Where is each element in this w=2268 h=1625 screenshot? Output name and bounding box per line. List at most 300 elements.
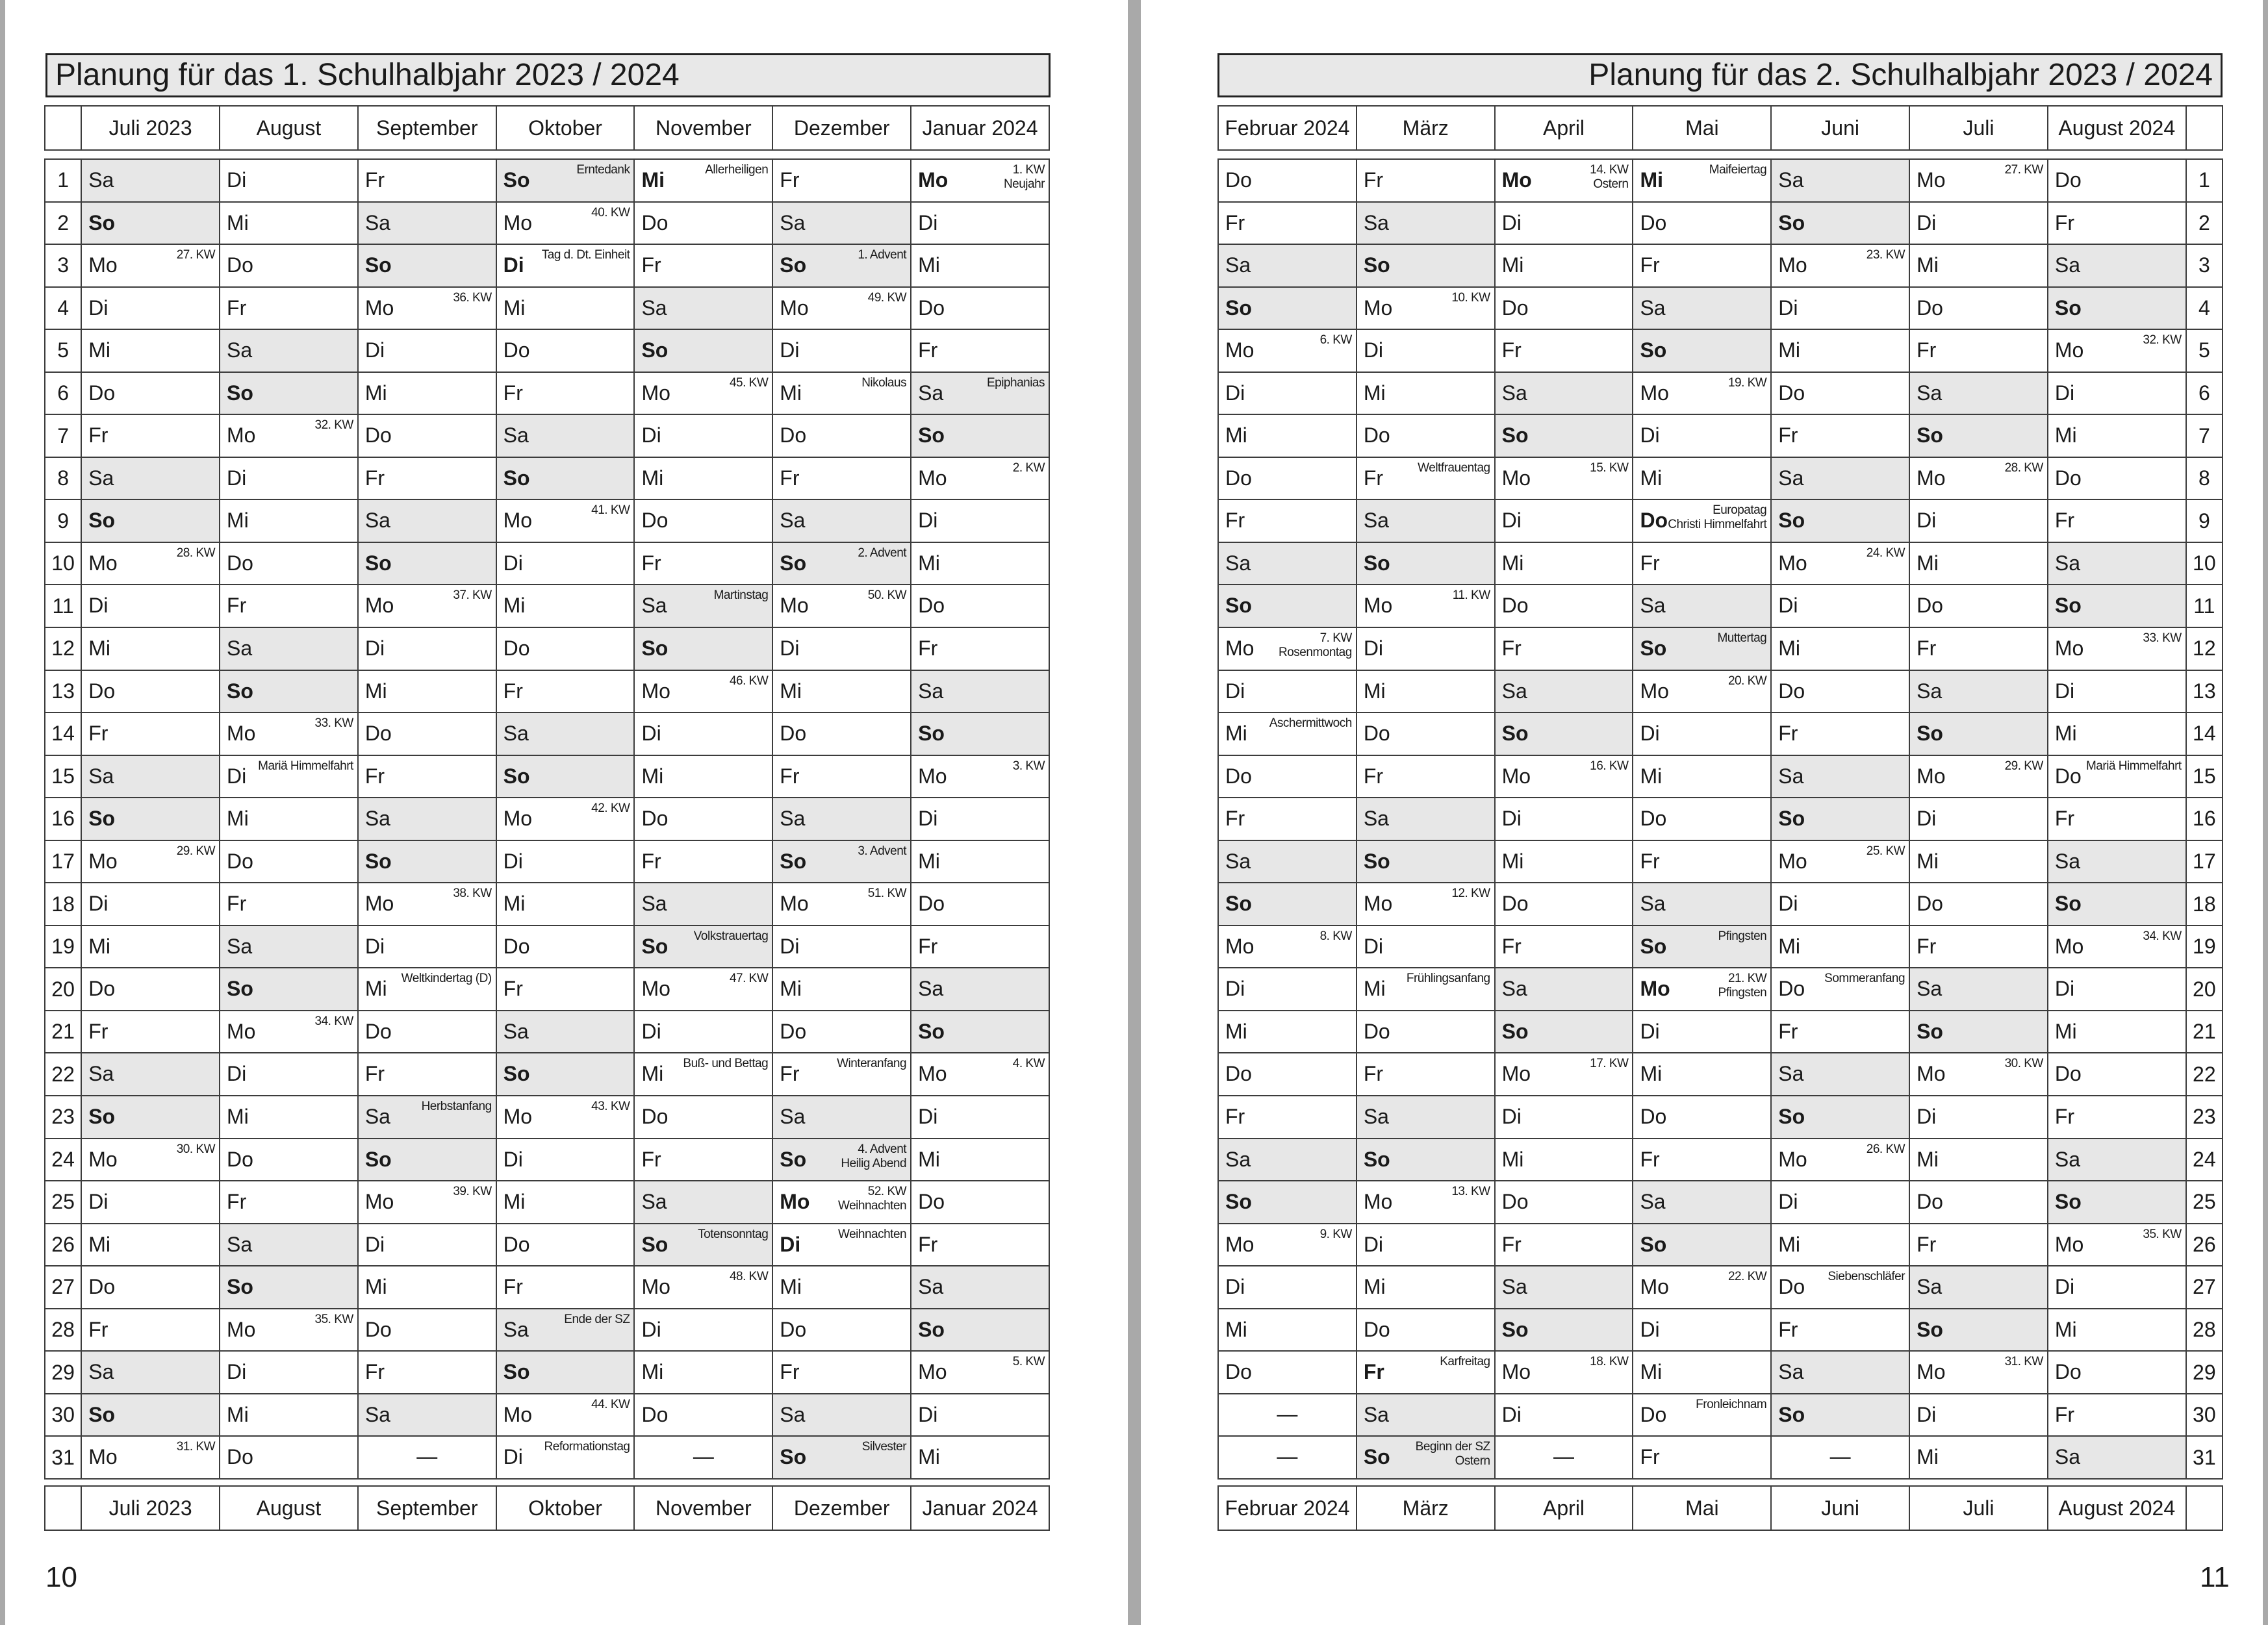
day-cell	[81, 798, 220, 840]
day-cell	[2048, 798, 2186, 840]
day-note: 40. KW	[591, 205, 630, 220]
day-note: Ende der SZ	[564, 1312, 630, 1326]
day-cell	[1633, 1181, 1771, 1224]
day-cell	[220, 1436, 358, 1479]
day-cell	[2048, 1181, 2186, 1224]
day-cell	[220, 1224, 358, 1266]
weekday-label: Sa	[780, 1402, 806, 1426]
day-cell	[81, 1436, 220, 1479]
day-cell	[1218, 414, 1357, 457]
day-note: 39. KW	[453, 1185, 492, 1199]
weekday-label: So	[1501, 1019, 1529, 1043]
day-number: 7	[2186, 414, 2223, 457]
weekday-label: Do	[780, 423, 807, 447]
weekday-label: Fr	[2054, 1105, 2075, 1129]
day-cell	[2048, 329, 2186, 372]
day-cell	[1357, 244, 1495, 287]
weekday-label: Sa	[1363, 509, 1389, 533]
day-cell	[1495, 244, 1633, 287]
weekday-label: Di	[364, 1232, 385, 1256]
weekday-label: Do	[364, 722, 392, 746]
day-note: Silvester	[861, 1440, 907, 1454]
weekday-label: Di	[227, 168, 247, 192]
day-cell	[496, 1394, 635, 1437]
day-cell	[1633, 244, 1771, 287]
day-cell	[911, 670, 1049, 713]
weekday-label: Sa	[1501, 977, 1527, 1001]
day-cell	[358, 372, 496, 415]
weekday-label: Sa	[918, 977, 944, 1001]
day-cell	[496, 670, 635, 713]
day-cell	[358, 585, 496, 627]
weekday-label: Mi	[227, 210, 249, 234]
day-cell	[358, 1181, 496, 1224]
weekday-label: Di	[1363, 1232, 1384, 1256]
month-header-row	[45, 106, 1049, 150]
day-cell	[1633, 883, 1771, 926]
day-row	[1218, 287, 2223, 330]
weekday-label: So	[1225, 594, 1252, 618]
page-title: Planung für das 1. Schulhalbjahr 2023 / 2024	[45, 53, 1051, 97]
day-cell	[911, 627, 1049, 670]
day-cell	[81, 1394, 220, 1437]
day-cell	[1909, 159, 2048, 202]
day-cell	[634, 926, 772, 968]
day-cell	[772, 542, 911, 585]
day-cell	[1909, 329, 2048, 372]
day-row	[1218, 1436, 2223, 1479]
day-note: Allerheiligen	[705, 163, 769, 177]
weekday-label: Mo	[503, 807, 533, 831]
weekday-label: Fr	[2054, 1402, 2075, 1426]
day-cell	[358, 159, 496, 202]
day-note: 5. KW	[1012, 1355, 1045, 1369]
day-cell	[1357, 1181, 1495, 1224]
day-cell	[496, 1096, 635, 1139]
day-row	[45, 627, 1049, 670]
weekday-label: Sa	[1640, 892, 1666, 916]
day-cell	[772, 840, 911, 883]
weekday-label: Do	[88, 381, 116, 405]
day-row	[45, 244, 1049, 287]
day-cell	[911, 244, 1049, 287]
day-cell	[2048, 1351, 2186, 1394]
month-header: Juli 2023	[81, 106, 220, 150]
day-cell	[1909, 755, 2048, 798]
day-cell	[1633, 968, 1771, 1011]
day-cell	[496, 840, 635, 883]
day-cell	[1771, 840, 1909, 883]
weekday-label: Sa	[364, 1105, 390, 1129]
weekday-label: Mo	[641, 977, 670, 1001]
day-cell	[1357, 585, 1495, 627]
weekday-label: Do	[1501, 594, 1529, 618]
weekday-label: So	[918, 1019, 945, 1043]
weekday-label: Di	[780, 636, 800, 661]
weekday-label: Mo	[1778, 849, 1807, 873]
day-cell	[81, 1096, 220, 1139]
weekday-label: Di	[1917, 1402, 1937, 1426]
day-cell	[911, 883, 1049, 926]
weekday-label: Fr	[1363, 466, 1384, 490]
weekday-label: Mo	[1225, 338, 1255, 362]
weekday-label: Mo	[918, 1062, 947, 1086]
day-cell	[634, 1224, 772, 1266]
day-cell	[220, 1139, 358, 1181]
day-cell	[1495, 1266, 1633, 1309]
day-note: 42. KW	[591, 801, 630, 816]
weekday-label: Mo	[2054, 338, 2084, 362]
day-cell	[358, 1266, 496, 1309]
weekday-label: So	[1501, 722, 1529, 746]
day-cell	[2048, 1309, 2186, 1352]
weekday-label: So	[641, 1232, 669, 1256]
weekday-label: Fr	[88, 1317, 108, 1341]
day-cell	[358, 627, 496, 670]
day-row	[45, 1096, 1049, 1139]
day-cell	[911, 287, 1049, 330]
day-note: Pfingsten	[1718, 929, 1767, 943]
day-note: 36. KW	[453, 290, 492, 305]
day-note: 32. KW	[314, 418, 353, 433]
weekday-label: Sa	[641, 296, 667, 320]
day-note: 3. Advent	[858, 844, 907, 858]
weekday-label: Mo	[1363, 1190, 1393, 1214]
weekday-label: Di	[1917, 509, 1937, 533]
weekday-label: Di	[2054, 381, 2075, 405]
weekday-label: So	[1778, 1105, 1805, 1129]
day-cell	[911, 1351, 1049, 1394]
weekday-label: Fr	[227, 1190, 247, 1214]
day-number: 5	[2186, 329, 2223, 372]
day-cell	[1771, 627, 1909, 670]
day-cell	[81, 457, 220, 500]
day-note: Europatag Christi Himmelfahrt	[1668, 503, 1767, 532]
weekday-label: So	[88, 509, 116, 533]
day-cell	[1357, 627, 1495, 670]
day-note: 11. KW	[1452, 588, 1490, 603]
weekday-label: Fr	[780, 1062, 800, 1086]
weekday-label: Do	[1363, 1317, 1390, 1341]
weekday-label: So	[503, 1360, 530, 1384]
weekday-label: Sa	[1917, 381, 1943, 405]
day-cell	[911, 542, 1049, 585]
weekday-label: Do	[780, 722, 807, 746]
day-cell	[1218, 926, 1357, 968]
day-cell	[220, 712, 358, 755]
day-note: 15. KW	[1590, 460, 1629, 475]
weekday-label: Mo	[1501, 764, 1531, 788]
weekday-label: Di	[780, 338, 800, 362]
weekday-label: Sa	[503, 1317, 529, 1341]
day-note: Siebenschläfer	[1828, 1270, 1905, 1284]
weekday-label: Sa	[2054, 849, 2081, 873]
weekday-label: Di	[1917, 210, 1937, 234]
weekday-label: Fr	[1778, 1317, 1798, 1341]
day-note: 1. KW Neujahr	[1003, 163, 1045, 191]
day-cell	[1495, 585, 1633, 627]
weekday-label: Mo	[364, 296, 394, 320]
day-cell	[772, 329, 911, 372]
weekday-label: Di	[1778, 594, 1798, 618]
weekday-label: Do	[918, 1190, 945, 1214]
day-number: 25	[2186, 1181, 2223, 1224]
weekday-label: Do	[2054, 168, 2082, 192]
weekday-label: Mo	[1778, 253, 1807, 277]
month-header: September	[358, 1486, 496, 1530]
day-row	[45, 883, 1049, 926]
weekday-label: Do	[1917, 892, 1943, 916]
weekday-label: Sa	[1778, 1360, 1804, 1384]
day-cell	[911, 1053, 1049, 1096]
day-cell	[1909, 1053, 2048, 1096]
weekday-label: Do	[88, 977, 116, 1001]
day-row	[45, 499, 1049, 542]
weekday-label: Fr	[227, 296, 247, 320]
day-cell	[358, 670, 496, 713]
weekday-label: Mo	[88, 849, 118, 873]
weekday-label: Mo	[780, 1190, 810, 1214]
weekday-label: Sa	[1917, 1275, 1943, 1299]
weekday-label: Do	[2054, 466, 2082, 490]
day-cell	[220, 287, 358, 330]
day-cell	[911, 329, 1049, 372]
day-note: 30. KW	[2004, 1057, 2043, 1071]
day-number: 31	[2186, 1436, 2223, 1479]
day-row	[45, 202, 1049, 245]
day-note: 48. KW	[729, 1270, 769, 1284]
day-cell	[911, 798, 1049, 840]
day-cell	[634, 287, 772, 330]
day-number: 8	[2186, 457, 2223, 500]
day-cell	[1218, 968, 1357, 1011]
weekday-label: Do	[1501, 1190, 1529, 1214]
day-cell	[496, 1011, 635, 1053]
weekday-label: Sa	[918, 1275, 944, 1299]
day-row	[45, 585, 1049, 627]
day-row	[45, 755, 1049, 798]
weekday-label: Fr	[1640, 551, 1660, 575]
weekday-label: Mo	[88, 253, 118, 277]
weekday-label: Fr	[88, 722, 108, 746]
day-cell	[1771, 585, 1909, 627]
day-note: 31. KW	[176, 1440, 216, 1454]
day-cell	[2048, 840, 2186, 883]
day-cell	[358, 798, 496, 840]
weekday-label: Sa	[1501, 381, 1527, 405]
weekday-label: So	[1778, 210, 1805, 234]
day-cell	[1495, 329, 1633, 372]
day-note: Nikolaus	[861, 375, 907, 390]
weekday-label: Do	[227, 551, 253, 575]
weekday-label: Sa	[641, 1190, 667, 1214]
weekday-label: Mi	[1917, 1445, 1939, 1469]
day-row	[1218, 1394, 2223, 1437]
weekday-label: So	[780, 1445, 807, 1469]
weekday-label: So	[503, 764, 530, 788]
month-header: Mai	[1633, 106, 1771, 150]
day-number: 20	[2186, 968, 2223, 1011]
weekday-label: Sa	[1225, 849, 1251, 873]
day-cell	[1909, 244, 2048, 287]
day-cell	[2048, 202, 2186, 245]
weekday-label: Fr	[227, 892, 247, 916]
weekday-label: Mi	[918, 1147, 940, 1171]
weekday-label: Mo	[227, 1317, 256, 1341]
day-row	[1218, 670, 2223, 713]
day-cell	[772, 1351, 911, 1394]
day-cell	[634, 1309, 772, 1352]
weekday-label: Do	[1640, 807, 1667, 831]
weekday-label: Sa	[2054, 253, 2081, 277]
weekday-label: Di	[1640, 1019, 1660, 1043]
weekday-label: Mi	[2054, 722, 2077, 746]
day-note: 13. KW	[1451, 1185, 1490, 1199]
day-cell	[358, 1436, 496, 1479]
day-cell	[1633, 1351, 1771, 1394]
day-number: 18	[2186, 883, 2223, 926]
weekday-label: Mo	[1225, 1232, 1255, 1256]
weekday-label: Fr	[88, 1019, 108, 1043]
weekday-label: So	[1917, 722, 1943, 746]
day-cell	[1909, 457, 2048, 500]
weekday-label: Sa	[227, 338, 253, 362]
day-cell	[2048, 670, 2186, 713]
day-cell	[496, 414, 635, 457]
day-cell	[1495, 926, 1633, 968]
weekday-label: Di	[2054, 679, 2075, 703]
weekday-label: Do	[1778, 679, 1805, 703]
weekday-label: Sa	[918, 381, 944, 405]
weekday-label: Fr	[1778, 722, 1798, 746]
weekday-label: Mi	[1917, 1147, 1939, 1171]
weekday-label: So	[364, 551, 392, 575]
weekday-label: Fr	[780, 1360, 800, 1384]
weekday-label: Mi	[2054, 423, 2077, 447]
day-note: 30. KW	[176, 1142, 216, 1156]
day-note: Mariä Himmelfahrt	[258, 759, 353, 773]
day-cell	[911, 755, 1049, 798]
day-note: 9. KW	[1319, 1227, 1352, 1241]
day-cell	[220, 1096, 358, 1139]
weekday-label: Mo	[227, 423, 256, 447]
weekday-label: Fr	[1917, 636, 1937, 661]
day-cell	[2048, 627, 2186, 670]
day-cell	[1218, 1096, 1357, 1139]
day-note: 23. KW	[1866, 248, 1905, 262]
month-header: August	[220, 106, 358, 150]
weekday-label: Do	[918, 892, 945, 916]
day-cell	[1357, 755, 1495, 798]
day-cell	[911, 1266, 1049, 1309]
month-header: Dezember	[772, 106, 911, 150]
weekday-label: Fr	[1501, 636, 1522, 661]
weekday-label: Do	[641, 509, 669, 533]
day-cell	[911, 202, 1049, 245]
day-cell	[1633, 499, 1771, 542]
weekday-label: Mi	[1225, 1019, 1247, 1043]
day-cell	[1633, 542, 1771, 585]
day-cell	[1357, 1309, 1495, 1352]
day-cell	[772, 159, 911, 202]
weekday-label: Do	[1363, 1019, 1390, 1043]
weekday-label: Mi	[918, 551, 940, 575]
header-blank-cell	[45, 106, 81, 150]
weekday-label: Do	[1225, 1062, 1252, 1086]
day-row	[45, 968, 1049, 1011]
day-cell	[911, 968, 1049, 1011]
day-cell	[1909, 1224, 2048, 1266]
weekday-label: Di	[1225, 1275, 1245, 1299]
day-cell	[1218, 670, 1357, 713]
weekday-label: Di	[1778, 892, 1798, 916]
day-cell	[358, 244, 496, 287]
weekday-label: Do	[2054, 764, 2082, 788]
day-number: 3	[2186, 244, 2223, 287]
day-cell	[772, 414, 911, 457]
day-cell	[220, 968, 358, 1011]
weekday-label: So	[1501, 423, 1529, 447]
weekday-label: Mi	[1501, 253, 1524, 277]
weekday-label: Sa	[1225, 253, 1251, 277]
weekday-label: Do	[1640, 210, 1667, 234]
day-cell	[220, 499, 358, 542]
weekday-label: Di	[1778, 296, 1798, 320]
weekday-label: Mi	[918, 1445, 940, 1469]
day-cell	[1495, 457, 1633, 500]
weekday-label: Mo	[1917, 764, 1946, 788]
day-number: 28	[2186, 1309, 2223, 1352]
weekday-label: Fr	[503, 679, 523, 703]
day-cell	[1357, 202, 1495, 245]
weekday-label: Sa	[88, 1062, 114, 1086]
day-cell	[2048, 457, 2186, 500]
weekday-label: So	[1640, 636, 1667, 661]
weekday-label: Di	[227, 764, 247, 788]
empty-day-dash: —	[1277, 1402, 1298, 1426]
weekday-label: Mo	[503, 1105, 533, 1129]
day-cell	[634, 244, 772, 287]
weekday-label: So	[1778, 509, 1805, 533]
weekday-label: Do	[641, 1105, 669, 1129]
weekday-label: Di	[641, 423, 661, 447]
weekday-label: Di	[1501, 210, 1522, 234]
day-row	[45, 712, 1049, 755]
day-cell	[634, 627, 772, 670]
weekday-label: Mi	[1778, 934, 1801, 958]
day-cell	[220, 670, 358, 713]
weekday-label: Do	[641, 210, 669, 234]
day-number: 24	[45, 1139, 81, 1181]
day-cell	[358, 1394, 496, 1437]
weekday-label: Fr	[1363, 168, 1384, 192]
day-cell	[358, 202, 496, 245]
day-cell	[496, 244, 635, 287]
weekday-label: Mo	[1363, 296, 1393, 320]
day-cell	[772, 1394, 911, 1437]
weekday-label: Sa	[364, 509, 390, 533]
weekday-label: Fr	[1225, 210, 1245, 234]
weekday-label: Di	[1640, 423, 1660, 447]
weekday-label: So	[1640, 338, 1667, 362]
day-cell	[1633, 1266, 1771, 1309]
day-cell	[1495, 840, 1633, 883]
day-cell	[1218, 1436, 1357, 1479]
day-cell	[1495, 755, 1633, 798]
day-cell	[911, 1394, 1049, 1437]
day-cell	[634, 329, 772, 372]
day-cell	[1218, 499, 1357, 542]
